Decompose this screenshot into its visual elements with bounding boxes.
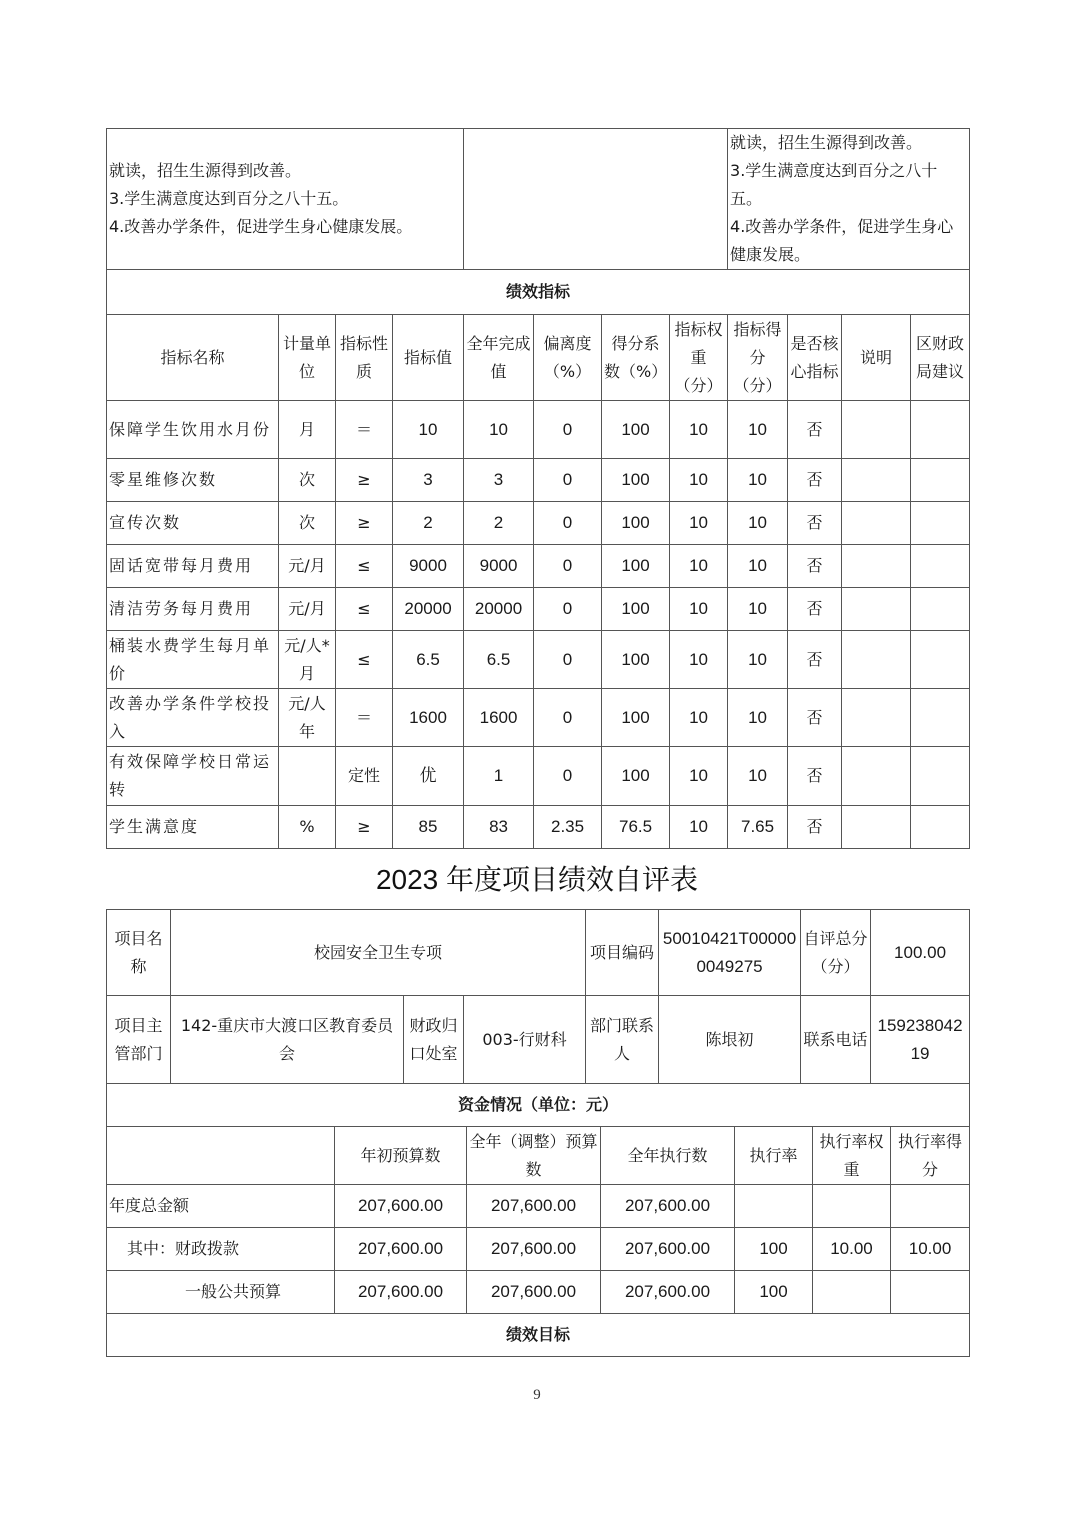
indicator-cell (842, 459, 911, 502)
project-code: 50010421T000000049275 (659, 910, 801, 996)
funds-cell (735, 1185, 813, 1228)
indicator-cell (911, 806, 970, 849)
funds-row-label: 其中：财政拨款 (107, 1228, 335, 1271)
project-name-label: 项目名称 (107, 910, 171, 996)
indicator-row (107, 631, 970, 689)
indicator-cell: 10 (728, 459, 788, 502)
goal-right-line: 就读，招生生源得到改善。 (730, 133, 923, 152)
indicator-cell: 优 (393, 747, 464, 806)
funds-section-title: 资金情况（单位：元） (107, 1084, 970, 1127)
goal-left-line: 3.学生满意度达到百分之八十五。 (109, 189, 349, 208)
header-cell: 偏离度（%） (534, 315, 602, 401)
indicator-cell: 10 (728, 588, 788, 631)
indicator-name: 宣传次数 (107, 502, 279, 545)
funds-cell: 207,600.00 (335, 1271, 467, 1314)
indicator-cell: 次 (279, 502, 336, 545)
phone: 15923804219 (871, 996, 970, 1084)
indicator-name: 有效保障学校日常运转 (107, 747, 279, 806)
indicator-cell: 100 (602, 631, 670, 689)
funds-cell: 207,600.00 (467, 1228, 601, 1271)
indicator-cell: 元/月 (279, 588, 336, 631)
indicator-cell: 否 (788, 806, 842, 849)
indicator-cell: 10 (670, 806, 728, 849)
funds-header-row (107, 1127, 970, 1185)
header-cell: 指标值 (393, 315, 464, 401)
header-cell: 指标得分（分） (728, 315, 788, 401)
indicator-cell: 元/人年 (279, 689, 336, 747)
funds-cell (813, 1185, 891, 1228)
indicator-row (107, 588, 970, 631)
funds-header-cell (107, 1127, 335, 1185)
funds-row (107, 1228, 970, 1271)
indicator-cell: 10 (393, 401, 464, 459)
indicator-cell: 次 (279, 459, 336, 502)
project-name: 校园安全卫生专项 (171, 910, 586, 996)
indicator-cell: 元/月 (279, 545, 336, 588)
indicator-cell: 2 (393, 502, 464, 545)
goal-middle-cell (464, 129, 728, 270)
indicator-cell (911, 631, 970, 689)
indicator-cell: ≤ (336, 588, 393, 631)
funds-cell: 207,600.00 (601, 1185, 735, 1228)
indicator-cell: 10 (670, 747, 728, 806)
funds-cell: 10.00 (813, 1228, 891, 1271)
indicator-cell: 否 (788, 502, 842, 545)
page-number: 9 (533, 1387, 541, 1403)
funds-cell: 207,600.00 (335, 1228, 467, 1271)
indicator-cell: 10 (728, 545, 788, 588)
indicator-cell: 20000 (464, 588, 534, 631)
funds-cell: 207,600.00 (601, 1228, 735, 1271)
indicator-cell: 9000 (393, 545, 464, 588)
funds-cell: 207,600.00 (601, 1271, 735, 1314)
goal-right-line: 3.学生满意度达到百分之八十五。 (730, 161, 938, 208)
indicator-cell: 100 (602, 459, 670, 502)
indicator-cell: 0 (534, 588, 602, 631)
funds-cell (891, 1271, 970, 1314)
contact-label: 部门联系人 (586, 996, 659, 1084)
funds-cell: 10.00 (891, 1228, 970, 1271)
header-cell: 是否核心指标 (788, 315, 842, 401)
goal-section-title: 绩效目标 (107, 1314, 970, 1357)
indicator-cell: 否 (788, 545, 842, 588)
indicator-table (106, 128, 970, 849)
indicator-row (107, 689, 970, 747)
indicator-cell: 1600 (393, 689, 464, 747)
indicator-cell (279, 747, 336, 806)
page-title: 2023 年度项目绩效自评表 (375, 864, 699, 895)
indicator-name: 保障学生饮用水月份 (107, 401, 279, 459)
funds-header-cell: 执行率权重 (813, 1127, 891, 1185)
header-cell: 全年完成值 (464, 315, 534, 401)
header-cell: 指标名称 (107, 315, 279, 401)
indicator-cell: 0 (534, 689, 602, 747)
header-cell: 说明 (842, 315, 911, 401)
indicator-name: 桶装水费学生每月单价 (107, 631, 279, 689)
contact: 陈垠初 (659, 996, 801, 1084)
indicator-row (107, 545, 970, 588)
indicator-cell: 2.35 (534, 806, 602, 849)
goal-left-line: 4.改善办学条件，促进学生身心健康发展。 (109, 217, 413, 236)
funds-header-cell: 年初预算数 (335, 1127, 467, 1185)
funds-header-cell: 执行率 (735, 1127, 813, 1185)
indicator-cell: ≥ (336, 806, 393, 849)
funds-header-cell: 全年执行数 (601, 1127, 735, 1185)
score-label: 自评总分（分） (801, 910, 871, 996)
goal-left-cell (107, 129, 464, 270)
indicator-cell (911, 689, 970, 747)
indicator-cell: 0 (534, 502, 602, 545)
indicator-name: 学生满意度 (107, 806, 279, 849)
indicator-cell: 元/人*月 (279, 631, 336, 689)
indicator-name: 清洁劳务每月费用 (107, 588, 279, 631)
indicator-cell (911, 459, 970, 502)
indicator-name: 固话宽带每月费用 (107, 545, 279, 588)
indicator-cell: 月 (279, 401, 336, 459)
indicator-cell: 10 (728, 502, 788, 545)
indicator-row (107, 502, 970, 545)
phone-label: 联系电话 (801, 996, 871, 1084)
funds-cell: 207,600.00 (335, 1185, 467, 1228)
indicator-cell: 100 (602, 545, 670, 588)
indicator-cell: ＝ (336, 689, 393, 747)
indicator-cell: 6.5 (393, 631, 464, 689)
indicator-cell: 7.65 (728, 806, 788, 849)
self-score: 100.00 (871, 910, 970, 996)
funds-cell: 100 (735, 1271, 813, 1314)
indicator-cell (911, 401, 970, 459)
funds-cell: 207,600.00 (467, 1271, 601, 1314)
indicator-cell: 10 (728, 401, 788, 459)
indicator-row (107, 806, 970, 849)
indicator-cell: 定性 (336, 747, 393, 806)
indicators-section-title: 绩效指标 (107, 270, 970, 315)
indicator-cell (911, 747, 970, 806)
indicator-cell: 83 (464, 806, 534, 849)
indicator-row (107, 747, 970, 806)
indicator-name: 零星维修次数 (107, 459, 279, 502)
indicator-cell: 6.5 (464, 631, 534, 689)
dept-label: 项目主管部门 (107, 996, 171, 1084)
indicator-cell: 100 (602, 588, 670, 631)
indicator-cell (842, 545, 911, 588)
goal-left-line: 就读，招生生源得到改善。 (109, 161, 302, 180)
indicator-cell: 10 (670, 588, 728, 631)
indicator-cell: 否 (788, 631, 842, 689)
indicator-cell: 9000 (464, 545, 534, 588)
header-cell: 得分系数（%） (602, 315, 670, 401)
goal-row (107, 129, 970, 270)
indicator-cell: 100 (602, 401, 670, 459)
funds-row (107, 1185, 970, 1228)
indicator-cell (842, 689, 911, 747)
goal-right-cell (728, 129, 970, 270)
indicator-header-row (107, 315, 970, 401)
indicator-cell: 0 (534, 631, 602, 689)
indicator-cell: 否 (788, 401, 842, 459)
indicator-cell: ≥ (336, 459, 393, 502)
indicator-row (107, 459, 970, 502)
indicator-cell: 10 (670, 631, 728, 689)
header-cell: 计量单位 (279, 315, 336, 401)
funds-header-cell: 全年（调整）预算数 (467, 1127, 601, 1185)
funds-cell: 207,600.00 (467, 1185, 601, 1228)
indicator-cell: ≤ (336, 545, 393, 588)
indicator-cell: 10 (670, 689, 728, 747)
indicator-cell: 0 (534, 545, 602, 588)
funds-row-label: 年度总金额 (107, 1185, 335, 1228)
indicator-cell: 100 (602, 502, 670, 545)
indicator-cell: 3 (464, 459, 534, 502)
header-cell: 区财政局建议 (911, 315, 970, 401)
indicator-cell: ≤ (336, 631, 393, 689)
indicator-row (107, 401, 970, 459)
indicator-cell (842, 747, 911, 806)
indicator-cell: 10 (670, 545, 728, 588)
indicator-cell: 10 (670, 459, 728, 502)
indicator-cell (842, 806, 911, 849)
funds-cell: 100 (735, 1228, 813, 1271)
indicator-cell (911, 545, 970, 588)
project-info-table (106, 909, 970, 1084)
indicator-cell: 否 (788, 747, 842, 806)
indicator-cell (842, 502, 911, 545)
indicator-cell: 85 (393, 806, 464, 849)
indicator-cell: 3 (393, 459, 464, 502)
indicator-cell (842, 401, 911, 459)
indicator-cell: 0 (534, 459, 602, 502)
indicator-cell: % (279, 806, 336, 849)
office-label: 财政归口处室 (404, 996, 464, 1084)
indicator-cell: 76.5 (602, 806, 670, 849)
indicator-cell: 10 (670, 401, 728, 459)
funds-cell (813, 1271, 891, 1314)
indicator-cell: 100 (602, 747, 670, 806)
indicator-cell (842, 588, 911, 631)
header-cell: 指标性质 (336, 315, 393, 401)
funds-row-label: 一般公共预算 (107, 1271, 335, 1314)
dept: 142-重庆市大渡口区教育委员会 (171, 996, 404, 1084)
indicator-cell: 20000 (393, 588, 464, 631)
indicator-cell: 否 (788, 588, 842, 631)
indicator-cell (911, 502, 970, 545)
indicator-cell: ≥ (336, 502, 393, 545)
funds-header-cell: 执行率得分 (891, 1127, 970, 1185)
indicator-cell: ＝ (336, 401, 393, 459)
funds-row (107, 1271, 970, 1314)
funds-cell (891, 1185, 970, 1228)
funds-table (106, 1083, 970, 1357)
indicator-cell (842, 631, 911, 689)
indicator-cell: 1600 (464, 689, 534, 747)
indicator-cell: 10 (728, 747, 788, 806)
indicator-cell: 100 (602, 689, 670, 747)
indicator-cell: 10 (728, 689, 788, 747)
indicator-cell: 10 (464, 401, 534, 459)
indicator-cell: 10 (728, 631, 788, 689)
indicator-cell: 否 (788, 689, 842, 747)
indicator-cell: 10 (670, 502, 728, 545)
indicator-cell: 0 (534, 401, 602, 459)
indicator-cell (911, 588, 970, 631)
project-code-label: 项目编码 (586, 910, 659, 996)
header-cell: 指标权重（分） (670, 315, 728, 401)
indicator-cell: 否 (788, 459, 842, 502)
indicator-cell: 0 (534, 747, 602, 806)
indicator-name: 改善办学条件学校投入 (107, 689, 279, 747)
indicator-cell: 1 (464, 747, 534, 806)
office: 003-行财科 (464, 996, 586, 1084)
indicator-cell: 2 (464, 502, 534, 545)
goal-right-line: 4.改善办学条件，促进学生身心健康发展。 (730, 217, 954, 264)
